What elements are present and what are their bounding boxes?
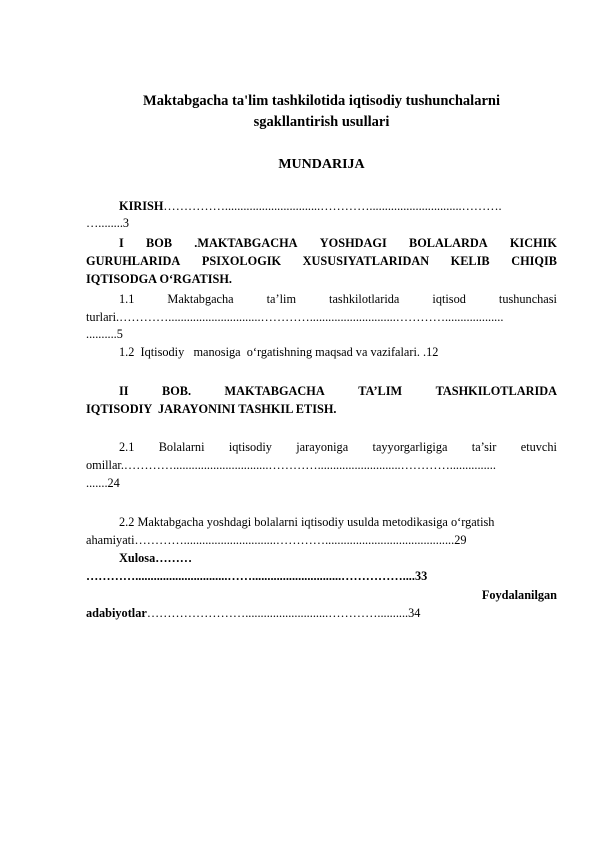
toc-entry-1-1-page: ..........5 [86,327,123,341]
word: MAKTABGACHA [224,384,325,398]
toc-entry-1-2[interactable]: 1.2 Iqtisodiy manosiga oʻrgatishning maqsad va vazifalari. .12 [119,345,439,359]
toc-references-dots: ……………………...........................…………..........34 [146,606,421,620]
word: BOB [146,236,173,250]
word: ta’sir [471,440,497,454]
toc-heading: MUNDARIJA [278,157,365,172]
toc-entry-1-1-line2: turlari.…………..............................…………............................…………................... [86,310,504,324]
word: Maktabgacha [167,292,234,306]
word: ta’lim [266,292,297,306]
word: iqtisodiy [228,440,272,454]
word: CHIQIB [511,254,557,268]
toc-kirish-page: …........3 [86,216,130,230]
toc-kirish-label: KIRISH [119,199,164,213]
word: jarayoniga [296,440,349,454]
toc-entry-1-1[interactable] [86,292,557,307]
word: etuvchi [520,440,557,454]
toc-entry-xulosa-page: …………..............................…….............................……………....33 [86,569,428,583]
toc-chapter-1-line1[interactable] [86,236,557,251]
word: II [119,384,129,398]
word: YOSHDAGI [319,236,387,250]
toc-entry-2-1-line2: omillar.…………...............................…………...........................…………............... [86,458,496,472]
word: tushunchasi [498,292,557,306]
toc-chapter-1-line2[interactable] [86,254,557,269]
word: KELIB [450,254,490,268]
word: 1.1 [119,292,135,306]
word: tayyorgarligiga [372,440,448,454]
toc-entry-kirish[interactable] [86,199,557,214]
word: 2.1 [119,440,135,454]
toc-entry-2-2-line2: ahamiyati…………..............................…………..........................................29 [86,533,467,547]
word: TA’LIM [358,384,403,398]
toc-entry-xulosa[interactable]: Xulosa……… [119,551,193,565]
word: GURUHLARIDA [86,254,181,268]
word: tashkilotlarida [329,292,400,306]
word: TASHKILOTLARIDA [435,384,557,398]
word: KICHIK [509,236,557,250]
toc-chapter-2-line2[interactable]: IQTISODIY JARAYONINI TASHKIL ETISH. [86,402,337,416]
word: Bolalarni [158,440,205,454]
word: iqtisod [432,292,466,306]
word: XUSUSIYATLARIDAN [302,254,430,268]
word: BOB. [162,384,192,398]
toc-kirish-dots: ……………...............................…………..............................………. [163,199,502,213]
toc-entry-2-2[interactable]: 2.2 Maktabgacha yoshdagi bolalarni iqtisodiy usulda metodikasiga oʻrgatish [119,515,495,529]
word: PSIXOLOGIK [201,254,282,268]
word: .MAKTABGACHA [194,236,298,250]
toc-entry-references-line1[interactable]: Foydalanilgan [481,588,557,602]
document-title-line2: sgakllantirish usullari [253,114,390,130]
toc-entry-2-1[interactable] [86,440,557,455]
document-title-line1: Maktabgacha ta'lim tashkilotida iqtisodiy tushunchalarni [143,93,500,109]
toc-references-label: adabiyotlar [86,606,147,620]
toc-chapter-2-line1[interactable] [86,384,557,399]
toc-chapter-1-line3[interactable]: IQTISODGA OʻRGATISH. [86,272,233,286]
word: I [119,236,124,250]
toc-entry-references-line2[interactable] [86,606,557,621]
word: BOLALARDA [409,236,488,250]
toc-entry-2-1-page: .......24 [86,476,120,490]
